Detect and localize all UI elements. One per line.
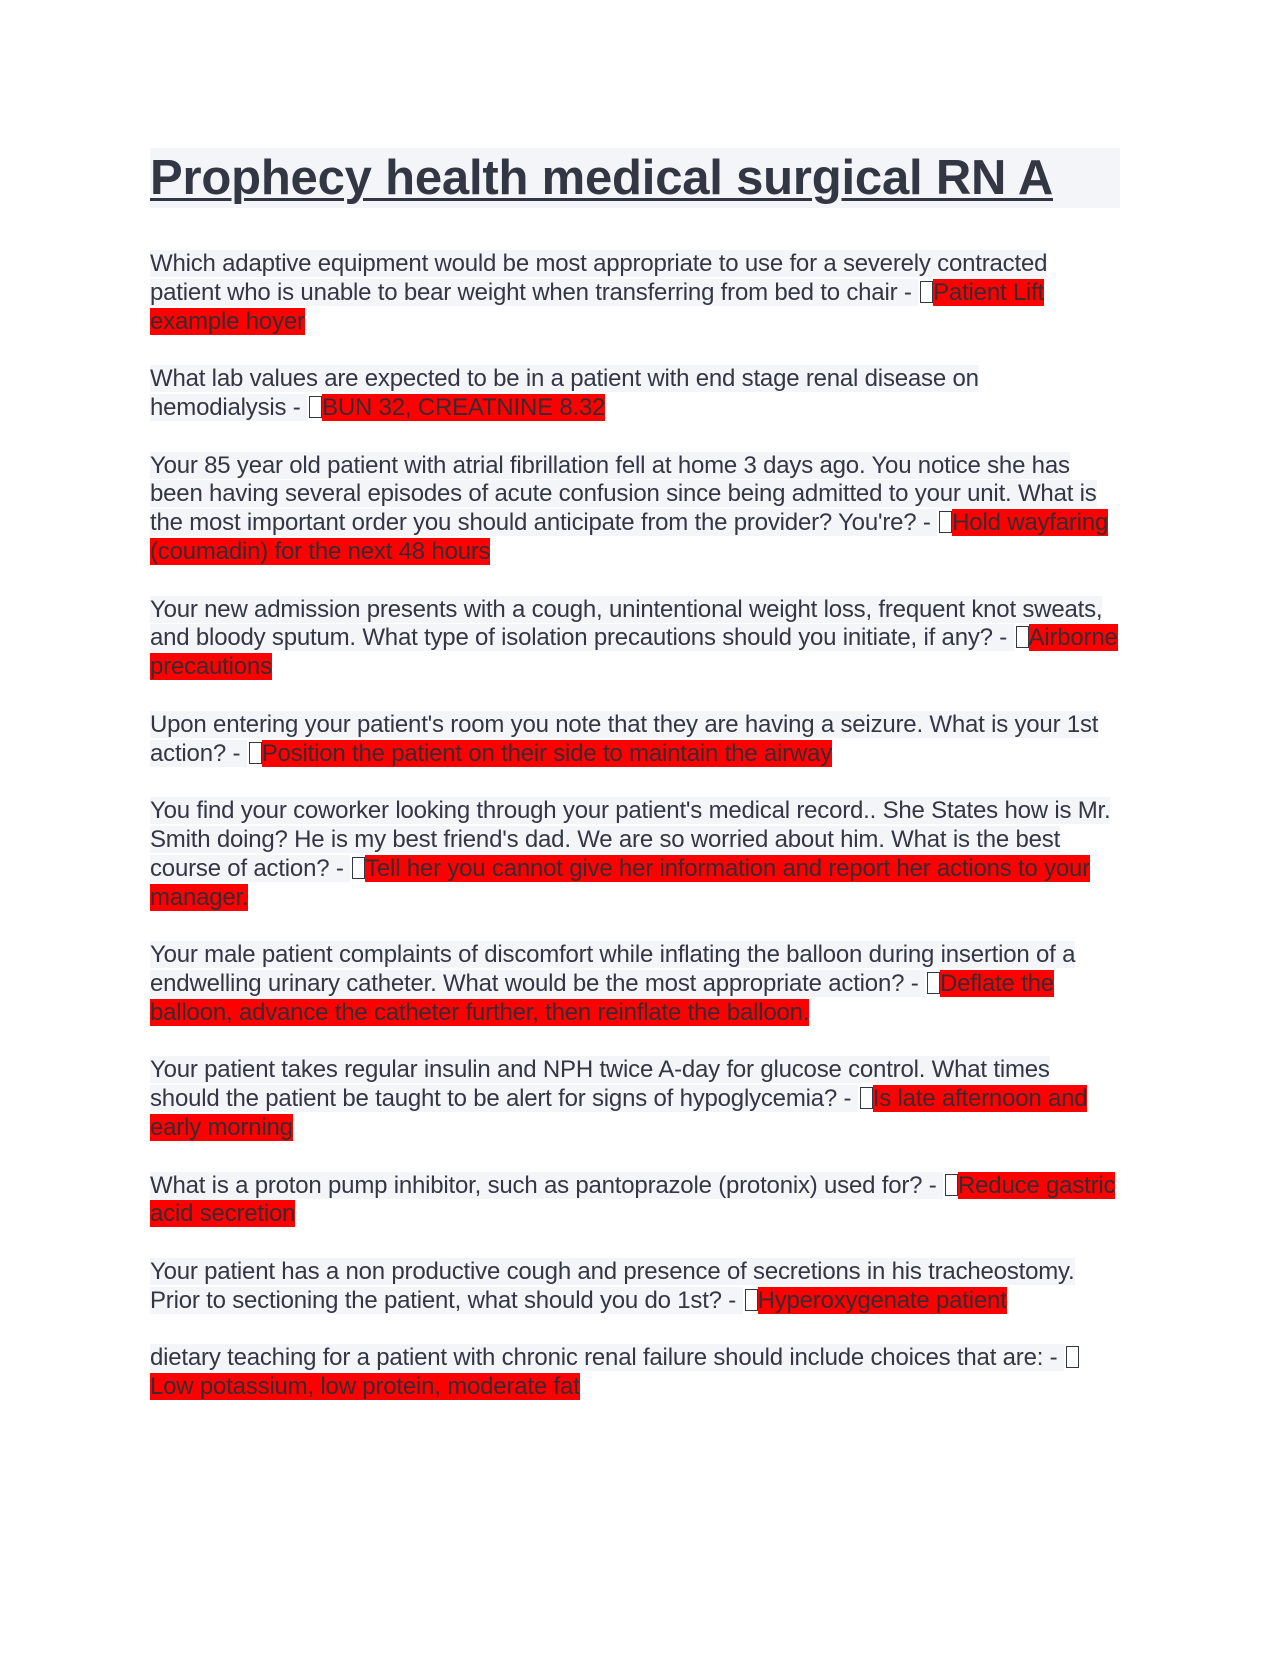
answer-highlight: Deflate the balloon, advance the catheter further, then reinflate the balloon. (150, 969, 1054, 1026)
question-text: Your 85 year old patient with atrial fibrillation fell at home 3 days ago. You notice she has been having several episodes of acute confusion since being admitted to your unit. What is the most important order you should anticipate from the provider? You're? - (150, 451, 1097, 537)
answer-highlight: Hyperoxygenate patient (757, 1286, 1007, 1314)
question-text: What lab values are expected to be in a patient with end stage renal disease on hemodialysis - (150, 365, 979, 421)
answer-highlight: Hold wayfaring (coumadin) for the next 48 hours (150, 509, 1109, 565)
question-text: Upon entering your patient's room you note that they are having a seizure. What is your 1st action? - (150, 710, 1099, 767)
document-page (150, 148, 1120, 1431)
question-text: You find your coworker looking through your patient's medical record.. She States how is Mr. Smith doing? He is my best friend's dad. We are so worried about him. What is the best course of action? - (150, 797, 1111, 882)
qa-item (150, 1344, 1120, 1402)
checkbox-glyph-icon (1066, 1346, 1079, 1368)
qa-item (150, 596, 1120, 682)
answer-highlight: Position the patient on their side to maintain the airway (261, 739, 833, 767)
qa-item (150, 452, 1120, 567)
checkbox-glyph-icon (1016, 626, 1029, 648)
qa-list (150, 250, 1120, 1402)
answer-highlight: BUN 32, CREATNINE 8.32 (322, 393, 606, 421)
qa-item (150, 941, 1120, 1027)
qa-item (150, 711, 1120, 769)
answer-highlight: Reduce gastric acid secretion (150, 1171, 1116, 1228)
checkbox-glyph-icon (352, 857, 365, 879)
answer-highlight: Low potassium, low protein, moderate fat (150, 1373, 580, 1401)
answer-highlight: Tell her you cannot give her information and report her actions to your manager. (150, 854, 1090, 911)
checkbox-glyph-icon (927, 972, 940, 994)
checkbox-glyph-icon (920, 281, 933, 303)
question-text: Your new admission presents with a cough, unintentional weight loss, frequent knot sweats, and bloody sputum. What type of isolation precautions should you initiate, if any? - (150, 595, 1103, 652)
answer-highlight: Airborne precautions (150, 624, 1118, 681)
qa-item (150, 1172, 1120, 1230)
question-text: Your patient has a non productive cough and presence of secretions in his tracheostomy. Prior to sectioning the patient, what should you do 1st? - (150, 1257, 1075, 1314)
document-title: Prophecy health medical surgical RN A (150, 148, 1120, 208)
checkbox-glyph-icon (945, 1174, 958, 1196)
checkbox-glyph-icon (309, 396, 322, 418)
checkbox-glyph-icon (860, 1087, 873, 1109)
checkbox-glyph-icon (939, 511, 952, 533)
question-text: Which adaptive equipment would be most appropriate to use for a severely contracted patient who is unable to bear weight when transferring from bed to chair - (150, 250, 1048, 306)
qa-item (150, 797, 1120, 912)
checkbox-glyph-icon (745, 1289, 758, 1311)
qa-item (150, 1056, 1120, 1142)
answer-highlight: Is late afternoon and early morning (150, 1085, 1088, 1141)
qa-item (150, 365, 1120, 423)
checkbox-glyph-icon (249, 742, 262, 764)
answer-highlight: Patient Lift example hoyer (150, 278, 1045, 335)
question-text: What is a proton pump inhibitor, such as pantoprazole (protonix) used for? - (150, 1171, 944, 1199)
question-text: Your patient takes regular insulin and NPH twice A-day for glucose control. What times should the patient be taught to be alert for signs of hypoglycemia? - (150, 1056, 1050, 1113)
question-text: dietary teaching for a patient with chronic renal failure should include choices that are: - (150, 1344, 1064, 1372)
qa-item (150, 1258, 1120, 1316)
question-text: Your male patient complaints of discomfort while inflating the balloon during insertion of a endwelling urinary catheter. What would be the most appropriate action? - (150, 941, 1076, 997)
qa-item (150, 250, 1120, 336)
